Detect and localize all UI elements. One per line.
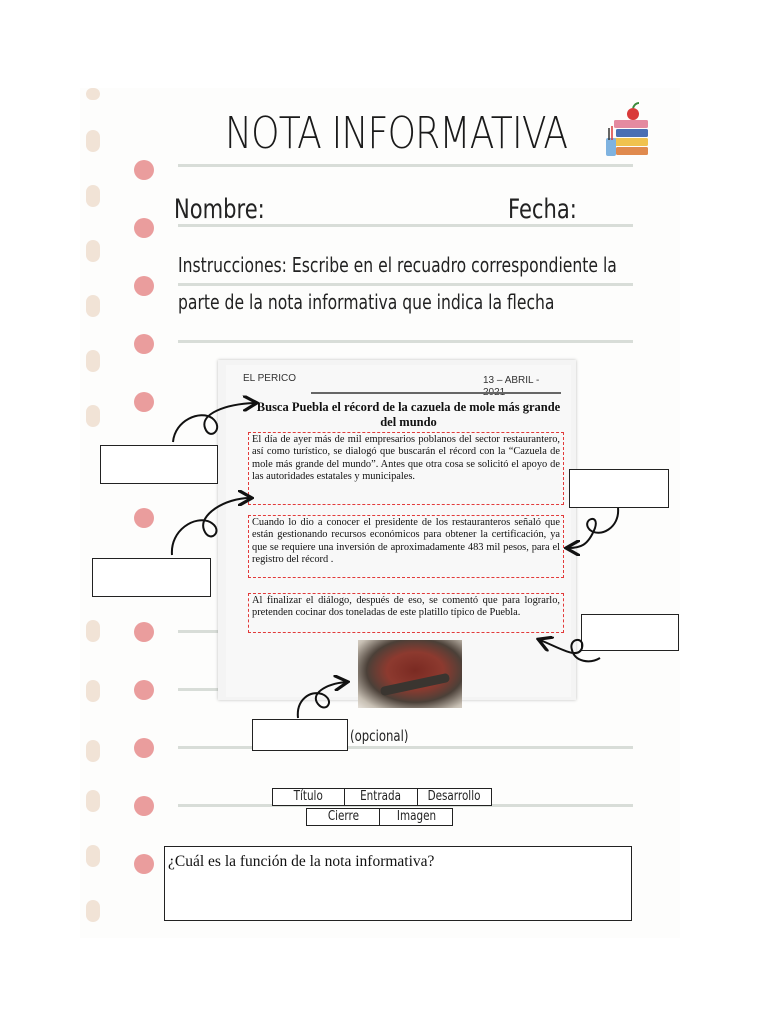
photo-spoon: [380, 673, 450, 696]
ruled-line: [178, 340, 633, 343]
margin-dot: [134, 160, 154, 180]
ruled-line: [178, 630, 218, 633]
ruled-line: [178, 688, 218, 691]
answer-box-desarrollo[interactable]: [92, 558, 211, 597]
word-bank-entrada: Entrada: [344, 788, 418, 806]
word-bank-imagen: Imagen: [379, 808, 453, 826]
mole-cazuela-photo: [358, 640, 462, 708]
binder-hole: [86, 295, 100, 317]
binder-hole: [86, 740, 100, 762]
margin-dot: [134, 392, 154, 412]
question-text: ¿Cuál es la función de la nota informativa?: [168, 853, 435, 870]
margin-dot: [134, 796, 154, 816]
binder-hole: [86, 680, 100, 702]
word-bank-desarrollo: Desarrollo: [417, 788, 492, 806]
margin-dot: [134, 218, 154, 238]
binder-hole: [86, 900, 100, 922]
binder-hole: [86, 130, 100, 152]
ruled-line: [178, 283, 633, 286]
binder-hole: [86, 405, 100, 427]
binder-hole: [86, 350, 100, 372]
binder-hole: [86, 185, 100, 207]
word-bank-cierre: Cierre: [306, 808, 380, 826]
margin-dot: [134, 622, 154, 642]
date-label: Fecha:: [508, 194, 577, 225]
binder-hole: [86, 790, 100, 812]
news-clipping: [218, 360, 576, 700]
ruled-line: [178, 746, 633, 749]
answer-box-title[interactable]: [100, 445, 218, 484]
binder-hole: [86, 620, 100, 642]
news-paragraph-cierre: Al finalizar el diálogo, después de eso, se comentó que para lograrlo, pretenden cocinar dos toneladas de este platillo típico de Puebla.: [248, 593, 564, 633]
binder-hole: [86, 845, 100, 867]
news-headline: Busca Puebla el récord de la cazuela de mole más grande del mundo: [256, 400, 561, 429]
instructions-line-1: Instrucciones: Escribe en el recuadro correspondiente la: [178, 253, 617, 277]
margin-dot: [134, 508, 154, 528]
answer-box-cierre[interactable]: [581, 614, 679, 651]
binder-hole: [86, 240, 100, 262]
books-with-apple-icon: [602, 100, 652, 162]
news-paragraph-desarrollo: Cuando lo dio a conocer el presidente de los restauranteros señaló que están gestionando recursos económicos para obtener la certificación, ya que se requiere una inversión de aproximadamente 483 mil pesos, para el registro del récord .: [248, 515, 564, 578]
header-divider: [311, 392, 561, 394]
question-box[interactable]: [164, 846, 632, 921]
page-title: NOTA INFORMATIVA: [225, 108, 568, 159]
news-paper: [226, 365, 571, 697]
instructions-line-2: parte de la nota informativa que indica la flecha: [178, 290, 555, 314]
optional-label: (opcional): [350, 727, 409, 745]
binder-hole: [86, 88, 100, 100]
margin-dot: [134, 276, 154, 296]
word-bank-titulo: Título: [272, 788, 345, 806]
margin-dot: [134, 334, 154, 354]
news-paragraph-entrada: El día de ayer más de mil empresarios poblanos del sector restaurantero, así como turístico, se dialogó que buscarán el récord con la “Cazuela de mole más grande del mundo”. Antes que otra cosa se solicitó el apoyo de las autoridades estatales y municipales.: [248, 432, 564, 505]
margin-dot: [134, 680, 154, 700]
newspaper-name: EL PERICO: [243, 373, 296, 384]
news-date-line-1: 13 – ABRIL -: [483, 375, 540, 386]
margin-dot: [134, 854, 154, 874]
answer-box-entrada[interactable]: [569, 469, 669, 508]
margin-dot: [134, 738, 154, 758]
name-label: Nombre:: [174, 194, 265, 225]
answer-box-imagen[interactable]: [252, 719, 348, 751]
